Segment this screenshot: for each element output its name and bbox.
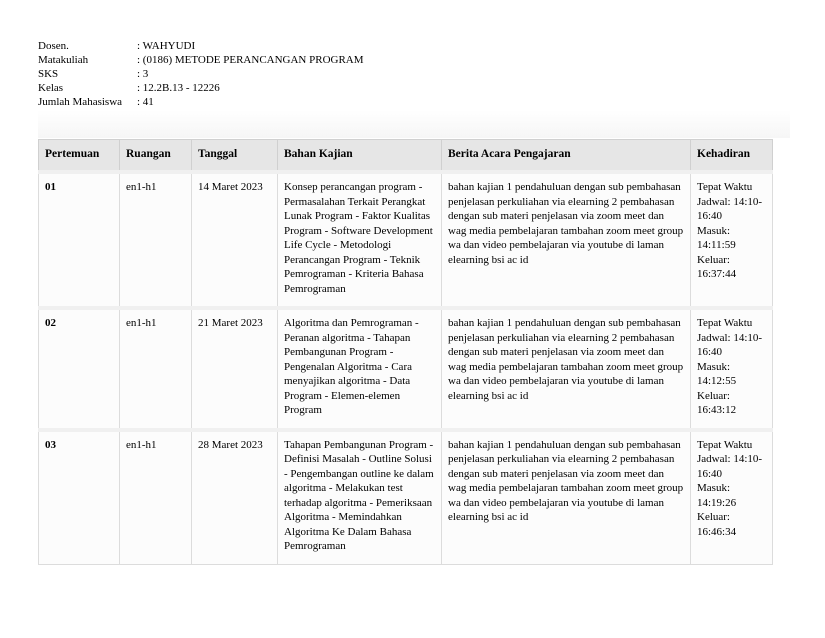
- info-label: SKS: [38, 68, 59, 80]
- header-topic: Bahan Kajian: [278, 140, 442, 173]
- info-label: Jumlah Mahasiswa: [38, 96, 123, 108]
- info-row-lecturer: [38, 39, 364, 53]
- header-band: [38, 110, 790, 138]
- info-value: : (0186) METODE PERANCANGAN PROGRAM: [137, 54, 364, 66]
- cell-room: en1-h1: [120, 430, 192, 565]
- attendance-schedule: Jadwal: 14:10-16:40: [697, 331, 763, 358]
- header-room: Ruangan: [120, 140, 192, 173]
- cell-meeting: 01: [39, 172, 120, 308]
- cell-meeting: 03: [39, 430, 120, 565]
- header-date: Tanggal: [192, 140, 278, 173]
- cell-date: 14 Maret 2023: [192, 172, 278, 308]
- cell-attendance: [691, 308, 773, 430]
- attendance-schedule: Jadwal: 14:10-16:40: [697, 195, 763, 222]
- cell-attendance: [691, 172, 773, 308]
- attendance-table: [38, 139, 773, 565]
- attendance-in: Masuk: 14:19:26: [697, 482, 737, 509]
- info-value: : 3: [137, 68, 149, 80]
- table-row: [39, 308, 773, 430]
- cell-room: en1-h1: [120, 308, 192, 430]
- attendance-status: Tepat Waktu: [697, 317, 753, 329]
- cell-attendance: [691, 430, 773, 565]
- cell-date: 21 Maret 2023: [192, 308, 278, 430]
- info-value: : 12.2B.13 - 12226: [137, 82, 220, 94]
- attendance-status: Tepat Waktu: [697, 438, 753, 451]
- cell-report: bahan kajian 1 pendahuluan dengan sub pembahasan penjelasan perkuliahan via elearning 2 pembahasan dengan sub materi penjelasan via zoom meet dan wag media pembelajaran tambahan zoom meet group wa dan video pembelajaran via youtube di laman elearning bsi ac id: [442, 308, 691, 430]
- attendance-out: Keluar: 16:46:34: [697, 511, 737, 538]
- table-row: [39, 172, 773, 308]
- attendance-status: Tepat Waktu: [697, 181, 753, 193]
- info-row-class: [38, 81, 364, 95]
- info-value: : 41: [137, 96, 154, 108]
- attendance-out: Keluar: 16:43:12: [697, 389, 737, 416]
- cell-topic: Tahapan Pembangunan Program - Definisi Masalah - Outline Solusi - Pengembangan outline ke dalam algoritma - Melakukan test terhadap algoritma - Pemeriksaan Algoritma - Memindahkan Algoritma Ke Dalam Bahasa Pemrograman: [278, 430, 442, 565]
- cell-topic: Konsep perancangan program - Permasalahan Terkait Perangkat Lunak Program - Faktor Kualitas Program - Software Development Life Cycle - Metodologi Perancangan Program - Teknik Pemrograman - Kriteria Bahasa Pemrograman: [278, 172, 442, 308]
- table-row: [39, 430, 773, 565]
- attendance-in: Masuk: 14:11:59: [697, 224, 736, 251]
- info-row-course: [38, 53, 364, 67]
- header-attendance: Kehadiran: [691, 140, 773, 173]
- info-row-students: [38, 95, 364, 109]
- info-value: : WAHYUDI: [137, 40, 196, 52]
- header-meeting: Pertemuan: [39, 140, 120, 173]
- attendance-out: Keluar: 16:37:44: [697, 253, 737, 280]
- course-info: [38, 39, 364, 109]
- cell-room: en1-h1: [120, 172, 192, 308]
- info-row-credits: [38, 67, 364, 81]
- header-report: Berita Acara Pengajaran: [442, 140, 691, 173]
- cell-report: bahan kajian 1 pendahuluan dengan sub pembahasan penjelasan perkuliahan via elearning 2 pembahasan dengan sub materi penjelasan via zoom meet dan wag media pembelajaran tambahan zoom meet group wa dan video pembelajaran via youtube di laman elearning bsi ac id: [442, 430, 691, 565]
- cell-report: bahan kajian 1 pendahuluan dengan sub pembahasan penjelasan perkuliahan via elearning 2 pembahasan dengan sub materi penjelasan via zoom meet dan wag media pembelajaran tambahan zoom meet group wa dan video pembelajaran via youtube di laman elearning bsi ac id: [442, 172, 691, 308]
- table-header-row: [39, 140, 773, 173]
- attendance-in: Masuk: 14:12:55: [697, 360, 737, 387]
- cell-date: 28 Maret 2023: [192, 430, 278, 565]
- cell-topic: Algoritma dan Pemrograman - Peranan algoritma - Tahapan Pembangunan Program - Pengenalan Algoritma - Cara menyajikan algoritma - Data Program - Elemen-elemen Program: [278, 308, 442, 430]
- info-label: Matakuliah: [38, 54, 89, 66]
- info-label: Kelas: [38, 82, 64, 94]
- cell-meeting: 02: [39, 308, 120, 430]
- attendance-schedule: Jadwal: 14:10-16:40: [697, 453, 763, 480]
- info-label: Dosen.: [38, 40, 69, 52]
